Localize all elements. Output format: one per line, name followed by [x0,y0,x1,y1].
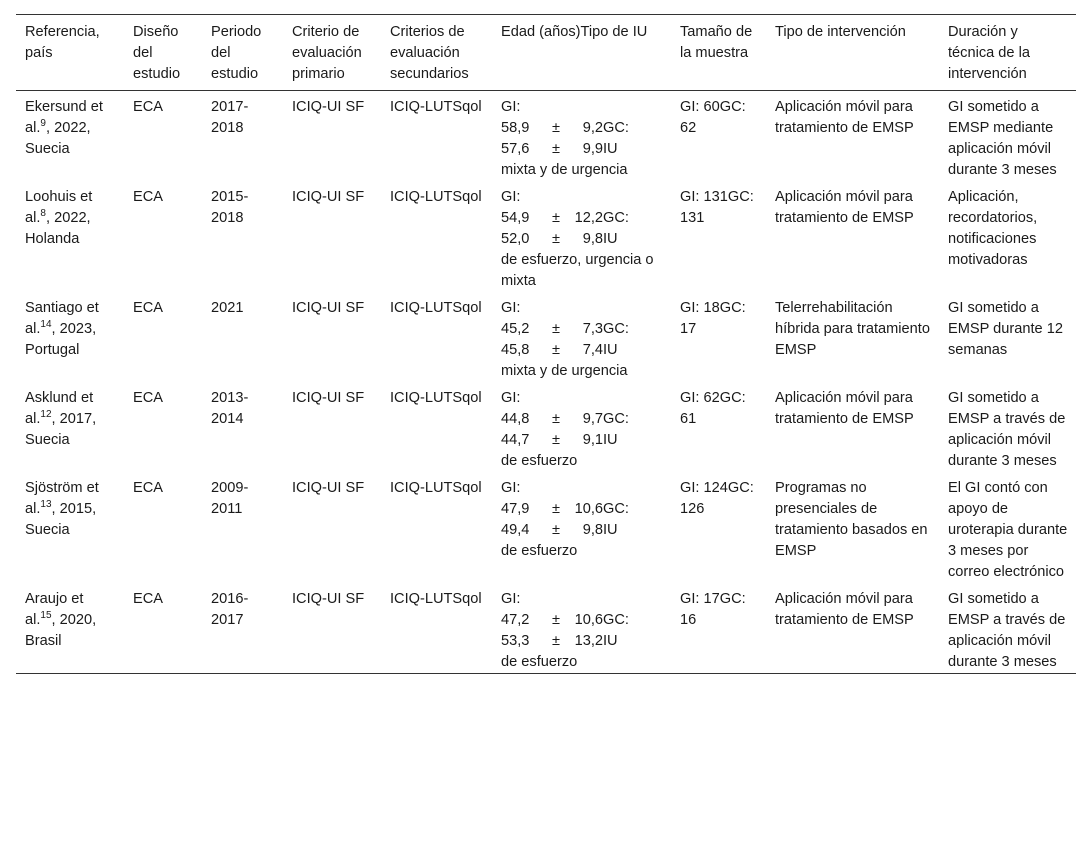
ref-year-country: , 2023, Portugal [25,321,97,358]
age-gc-mean: 49,4 [501,522,530,538]
age-gi-mean: 54,9 [501,210,530,226]
design-cell: ECA [133,300,164,316]
design-cell: ECA [133,591,164,607]
age-line-2 [501,430,663,451]
sample-cell: GI: 18GC: 17 [680,300,746,337]
age-gc-label: GC: [603,501,629,517]
header-secondary-criteria: Criterios de evaluación secundarios [390,24,469,82]
sample-cell: GI: 124GC: 126 [680,480,754,517]
age-line-1 [501,319,663,340]
header-sample-size: Tamaño de la muestra [680,24,753,61]
reference-cell [16,292,124,382]
intervention-cell: Aplicación móvil para tratamiento de EMSP [775,591,914,628]
age-gi-sd: 7,3 [582,321,603,337]
age-type-cell [492,91,671,182]
age-line-2 [501,631,663,652]
header-design: Diseño del estudio [133,24,181,82]
age-type-cell [492,472,671,583]
age-gi-mean: 44,8 [501,411,530,427]
age-gi-sd: 10,6 [574,501,603,517]
iu-type: de esfuerzo [501,543,578,559]
age-gc-mean: 53,3 [501,633,530,649]
ref-citation: 13 [40,499,52,511]
ref-name: Araujo et al. [25,591,84,628]
reference-cell [16,472,124,583]
primary-criterion-cell: ICIQ-UI SF [292,189,365,205]
age-gi-label: GI: [501,300,521,316]
ref-year-country: , 2022, Holanda [25,210,91,247]
table-row [16,91,1076,182]
age-gc-sd: 9,9 [582,141,603,157]
age-pm-1: ± [551,411,560,427]
duration-cell: GI sometido a EMSP a través de aplicación móvil durante 3 meses [948,390,1066,469]
table-row [16,292,1076,382]
age-pm-2: ± [551,633,560,649]
duration-cell: GI sometido a EMSP a través de aplicación móvil durante 3 meses [948,591,1066,670]
iu-type: mixta y de urgencia [501,363,628,379]
age-gi-sd: 9,2 [582,120,603,136]
design-cell: ECA [133,189,164,205]
period-cell: 2016-2017 [211,591,249,628]
period-cell: 2017-2018 [211,99,249,136]
ref-citation: 8 [40,208,46,220]
age-line-1 [501,610,663,631]
intervention-cell: Programas no presenciales de tratamiento basados en EMSP [775,480,928,559]
header-age-ui-type: Edad (años)Tipo de IU [501,24,648,40]
age-gc-sd: 13,2 [574,633,603,649]
age-gi-sd: 12,2 [574,210,603,226]
duration-cell: GI sometido a EMSP durante 12 semanas [948,300,1063,358]
secondary-criteria-cell: ICIQ-LUTSqol [390,480,482,496]
iu-label: IU [603,432,618,448]
age-pm-1: ± [551,501,560,517]
period-cell: 2009-2011 [211,480,249,517]
age-pm-1: ± [551,120,560,136]
age-gi-label: GI: [501,591,521,607]
age-line-1 [501,409,663,430]
age-pm-1: ± [551,321,560,337]
sample-cell: GI: 17GC: 16 [680,591,746,628]
iu-type: de esfuerzo [501,654,578,670]
ref-citation: 12 [40,409,52,421]
iu-label: IU [603,342,618,358]
iu-label: IU [603,633,618,649]
age-pm-2: ± [551,522,560,538]
period-cell: 2015-2018 [211,189,249,226]
table-header [16,15,1076,91]
reference-cell [16,91,124,182]
ref-name: Sjöström et al. [25,480,99,517]
ref-year-country: , 2015, Suecia [25,501,97,538]
header-reference: Referencia, país [25,24,100,61]
table-row [16,181,1076,292]
age-gc-label: GC: [603,411,629,427]
duration-cell: Aplicación, recordatorios, notificaciones motivadoras [948,189,1038,268]
age-gc-label: GC: [603,321,629,337]
header-intervention-type: Tipo de intervención [775,24,906,40]
ref-name: Asklund et al. [25,390,94,427]
age-pm-1: ± [551,210,560,226]
age-gc-mean: 52,0 [501,231,530,247]
age-pm-2: ± [551,141,560,157]
age-gi-label: GI: [501,390,521,406]
age-pm-2: ± [551,231,560,247]
design-cell: ECA [133,480,164,496]
primary-criterion-cell: ICIQ-UI SF [292,390,365,406]
age-gc-sd: 9,8 [582,522,603,538]
table-row [16,472,1076,583]
age-line-1 [501,208,663,229]
ref-name: Loohuis et al. [25,189,93,226]
primary-criterion-cell: ICIQ-UI SF [292,591,365,607]
age-gc-sd: 9,8 [582,231,603,247]
studies-table [16,14,1076,674]
ref-name: Santiago et al. [25,300,99,337]
ref-citation: 9 [40,118,46,130]
sample-cell: GI: 62GC: 61 [680,390,746,427]
duration-cell: GI sometido a EMSP mediante aplicación móvil durante 3 meses [948,99,1057,178]
primary-criterion-cell: ICIQ-UI SF [292,99,365,115]
ref-name: Ekersund et al. [25,99,103,136]
sample-cell: GI: 60GC: 62 [680,99,746,136]
age-gc-label: GC: [603,120,629,136]
age-line-1 [501,499,663,520]
age-gc-sd: 9,1 [582,432,603,448]
header-duration-technique: Duración y técnica de la intervención [948,24,1030,82]
age-gi-mean: 47,2 [501,612,530,628]
primary-criterion-cell: ICIQ-UI SF [292,300,365,316]
age-gi-sd: 10,6 [574,612,603,628]
secondary-criteria-cell: ICIQ-LUTSqol [390,300,482,316]
secondary-criteria-cell: ICIQ-LUTSqol [390,390,482,406]
iu-label: IU [603,231,618,247]
age-line-2 [501,229,663,250]
iu-type: mixta y de urgencia [501,162,628,178]
age-pm-2: ± [551,342,560,358]
age-gi-label: GI: [501,480,521,496]
ref-citation: 15 [40,610,52,622]
iu-type: de esfuerzo, urgencia o mixta [501,252,654,289]
age-gi-mean: 58,9 [501,120,530,136]
reference-cell [16,181,124,292]
age-type-cell [492,292,671,382]
table-row [16,382,1076,472]
age-type-cell [492,382,671,472]
design-cell: ECA [133,99,164,115]
primary-criterion-cell: ICIQ-UI SF [292,480,365,496]
iu-label: IU [603,141,618,157]
header-primary-criterion: Criterio de evaluación primario [292,24,362,82]
age-line-2 [501,520,663,541]
table-body [16,91,1076,674]
reference-cell [16,583,124,674]
age-gi-label: GI: [501,99,521,115]
intervention-cell: Aplicación móvil para tratamiento de EMSP [775,390,914,427]
header-period: Periodo del estudio [211,24,262,82]
age-line-2 [501,139,663,160]
ref-year-country: , 2022, Suecia [25,120,91,157]
age-pm-2: ± [551,432,560,448]
age-gi-sd: 9,7 [582,411,603,427]
age-gc-mean: 44,7 [501,432,530,448]
secondary-criteria-cell: ICIQ-LUTSqol [390,189,482,205]
age-gi-label: GI: [501,189,521,205]
age-type-cell [492,181,671,292]
duration-cell: El GI contó con apoyo de uroterapia durante 3 meses por correo electrónico [948,480,1068,580]
age-type-cell [492,583,671,674]
ref-year-country: , 2020, Brasil [25,612,97,649]
age-line-2 [501,340,663,361]
age-gc-sd: 7,4 [582,342,603,358]
age-gc-label: GC: [603,612,629,628]
intervention-cell: Telerrehabilitación híbrida para tratamiento EMSP [775,300,930,358]
age-gc-mean: 57,6 [501,141,530,157]
period-cell: 2013-2014 [211,390,249,427]
header-row [16,15,1076,91]
secondary-criteria-cell: ICIQ-LUTSqol [390,99,482,115]
design-cell: ECA [133,390,164,406]
secondary-criteria-cell: ICIQ-LUTSqol [390,591,482,607]
intervention-cell: Aplicación móvil para tratamiento de EMSP [775,99,914,136]
age-line-1 [501,118,663,139]
iu-type: de esfuerzo [501,453,578,469]
age-pm-1: ± [551,612,560,628]
period-cell: 2021 [211,300,244,316]
ref-citation: 14 [40,319,52,331]
age-gc-label: GC: [603,210,629,226]
iu-label: IU [603,522,618,538]
ref-year-country: , 2017, Suecia [25,411,97,448]
age-gc-mean: 45,8 [501,342,530,358]
intervention-cell: Aplicación móvil para tratamiento de EMSP [775,189,914,226]
reference-cell [16,382,124,472]
sample-cell: GI: 131GC: 131 [680,189,754,226]
age-gi-mean: 45,2 [501,321,530,337]
table-row [16,583,1076,674]
age-gi-mean: 47,9 [501,501,530,517]
